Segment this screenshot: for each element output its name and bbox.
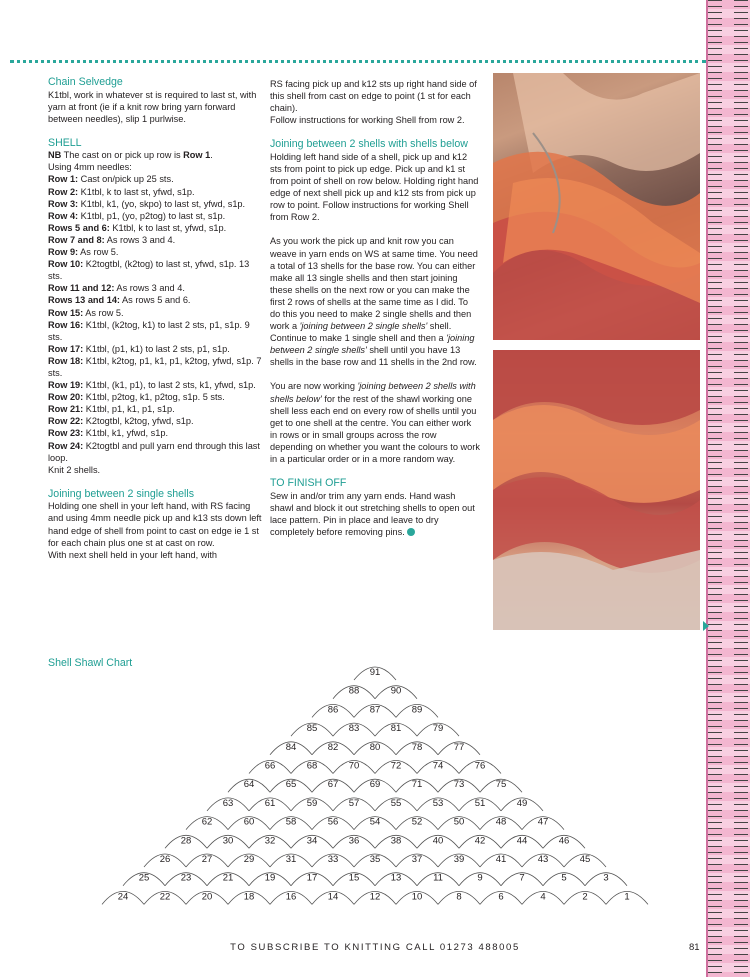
shell-number: 78 [411,741,423,753]
page-number: 81 [689,942,700,953]
shell-number: 13 [390,872,402,884]
row-instruction: Row 15: As row 5. [48,307,124,318]
row-instruction: Rows 5 and 6: K1tbl, k to last st, yfwd, s1p. [48,222,227,233]
row-instruction: Row 19: K1tbl, (k1, p1), to last 2 sts, k1, yfwd, s1p. [48,380,256,391]
shell-number: 53 [432,797,444,809]
row-instruction: Row 9: As row 5. [48,247,119,258]
row-instruction: Rows 13 and 14: As rows 5 and 6. [48,295,191,306]
shell-number: 17 [306,872,318,884]
shell-number: 3 [603,872,609,884]
shell-number: 45 [579,854,591,865]
shell-number: 34 [306,835,318,847]
shell-number: 39 [453,854,465,865]
joining-text-2: With next shell held in your left hand, with [48,549,218,560]
selvedge-text: K1tbl, work in whatever st is required to last st, with yarn at front (ie if a knit row bring yarn forward between needles), slip 1 purlwise. [48,89,257,124]
row-instruction: Row 24: K2togtbl and pull yarn end through this last loop. [48,440,260,463]
shell-number: 11 [433,872,443,884]
row-instruction: Row 1: Cast on/pick up 25 sts. [48,174,174,185]
row-instructions [48,173,262,463]
row-instruction: Row 18: K1tbl, k2tog, p1, k1, p1, k2tog, yfwd, s1p. 7 sts. [48,355,262,378]
shell-number: 72 [390,760,402,772]
shell-number: 18 [243,891,255,903]
shell-number: 90 [390,685,402,697]
shell-number: 1 [624,891,630,903]
shell-number: 24 [117,891,129,903]
shell-number: 76 [474,760,486,772]
dotted-divider [10,60,706,63]
weave-paragraph: As you work the pick up and knit row you can weave in yarn ends on WS at same time. You need a total of 13 shells for the base row. You can either make all 13 single shells and then start joining these shells on the next row or you can make the first 2 rows of shells at the same time as I did. To do this you need to make 2 single shells and then work a 'joining between 2 single shells' shell. Continue to make 1 single shell and then a 'joining between 2 single shells' shell until you have 13 shells in the base row and 11 shells in the 2nd row. [270,236,478,368]
shell-number: 41 [495,854,507,865]
shell-number: 2 [582,891,588,903]
shell-number: 7 [519,872,525,884]
end-dot-icon [407,528,415,536]
shell-number: 59 [306,797,318,809]
shell-number: 23 [180,872,192,884]
shell-number: 64 [243,779,255,791]
shell-number: 28 [180,835,192,847]
shell-number: 65 [285,779,297,791]
shell-number: 44 [516,835,528,847]
shell-number: 32 [264,835,276,847]
shell-number: 15 [348,872,360,884]
shell-number: 25 [138,872,150,884]
row-instruction: Row 22: K2togtbl, k2tog, yfwd, s1p. [48,416,194,427]
shell-number: 91 [369,667,381,678]
subscribe-footer: TO SUBSCRIBE TO KNITTING CALL 01273 488005 [230,942,520,953]
row-instruction: Row 17: K1tbl, (p1, k1) to last 2 sts, p1, s1p. [48,343,230,354]
shell-number: 31 [285,854,297,865]
shell-number: 36 [348,835,360,847]
shell-number: 73 [453,779,465,791]
shell-number: 37 [411,854,423,865]
shell-number: 49 [516,797,528,809]
shell-number: 84 [285,741,297,753]
shell-number: 38 [390,835,402,847]
shell-number: 26 [159,854,171,865]
shell-number: 60 [243,816,255,828]
shell-number: 67 [327,779,339,791]
shell-number: 20 [201,891,213,903]
shell-number: 83 [348,723,360,735]
needles-line: Using 4mm needles: [48,162,132,173]
shell-number: 51 [474,797,486,809]
shell-number: 68 [306,760,318,772]
shell-number: 16 [285,891,297,903]
continued-text: RS facing pick up and k12 sts up right hand side of this shell from cast on edge to point (1 st for each chain). [270,79,477,114]
shell-number: 70 [348,760,360,772]
shell-number: 61 [264,797,276,809]
shell-number: 33 [327,854,339,865]
chart-title: Shell Shawl Chart [48,657,133,669]
shell-number: 69 [369,779,381,791]
shell-number: 10 [411,891,423,903]
shell-number: 30 [222,835,234,847]
middle-column [270,78,480,538]
shell-number: 55 [390,797,402,809]
shell-number: 89 [411,704,423,716]
row-instruction: Row 21: K1tbl, p1, k1, p1, s1p. [48,404,175,415]
shell-number: 19 [264,872,276,884]
shell-number: 9 [477,872,483,884]
row-instruction: Row 23: K1tbl, k1, yfwd, s1p. [48,428,169,439]
joining-below-heading: Joining between 2 shells with shells below [270,138,468,151]
shell-number: 57 [348,797,360,809]
shawl-photo-model [493,73,700,340]
row-instruction: Row 7 and 8: As rows 3 and 4. [48,234,176,245]
shell-number: 50 [453,816,465,828]
finish-heading: TO FINISH OFF [270,477,347,490]
shawl-photo-detail [493,350,700,630]
row-instruction: Row 10: K2togtbl, (k2tog) to last st, yfwd, s1p. 13 sts. [48,259,250,282]
shell-number: 75 [495,779,507,791]
shell-number: 63 [222,797,234,809]
shell-number: 46 [558,835,570,847]
shell-number: 86 [327,704,339,716]
shell-number: 42 [474,835,486,847]
shell-number: 74 [432,760,444,772]
shell-number: 79 [432,723,444,735]
shell-number: 22 [159,891,171,903]
shell-heading: SHELL [48,136,82,149]
row-instruction: Row 4: K1tbl, p1, (yo, p2tog) to last st, s1p. [48,210,226,221]
shell-number: 47 [537,816,549,828]
shell-number: 62 [201,816,213,828]
joining-text: Holding one shell in your left hand, with RS facing and using 4mm needle pick up and k13 sts down left hand edge of shell from point to cast on edge ie 1 st for each chain plus one st at cast on row. [48,501,262,548]
shell-number: 82 [327,741,339,753]
shell-number: 14 [327,891,339,903]
follow-text: Follow instructions for working Shell from row 2. [270,115,465,126]
shell-number: 52 [411,816,423,828]
shell-number: 48 [495,816,507,828]
shell-number: 4 [540,891,546,903]
row-instruction: Row 2: K1tbl, k to last st, yfwd, s1p. [48,186,195,197]
row-instruction: Row 16: K1tbl, (k2tog, k1) to last 2 sts, p1, s1p. 9 sts. [48,319,250,342]
finish-text: Sew in and/or trim any yarn ends. Hand wash shawl and block it out stretching shells to open out lace pattern. Pin in place and leave to dry completely before removing pins. [270,490,475,537]
shawl-photo-detail-art [493,350,700,630]
shell-number: 81 [390,723,402,735]
shell-shawl-chart [0,650,700,915]
ruler-marker-icon [703,621,709,631]
shell-number: 77 [453,741,465,753]
shawl-photo-model-art [493,73,700,340]
shell-number: 12 [369,891,381,903]
shell-number: 85 [306,723,318,735]
shell-number: 66 [264,760,276,772]
working-paragraph: You are now working 'joining between 2 shells with shells below' for the rest of the shawl working one shell less each end on every row of shells until you get to one shell at the centre. You can either work in rows or in small groups across the row depending on whether you want the colours to work in a particular order or in a more random way. [270,381,480,465]
shell-number: 27 [201,854,213,865]
shell-number: 54 [369,816,381,828]
knit-shells-line: Knit 2 shells. [48,464,101,475]
joining-heading: Joining between 2 single shells [48,487,195,500]
shell-number: 5 [561,872,567,884]
shell-number: 21 [222,872,234,884]
shell-number: 87 [369,704,381,716]
shell-number: 29 [243,854,255,865]
shell-number: 35 [369,854,381,865]
shell-number: 88 [348,685,360,697]
row-instruction: Row 3: K1tbl, k1, (yo, skpo) to last st, yfwd, s1p. [48,198,246,209]
shell-number: 43 [537,854,549,865]
row-instruction: Row 11 and 12: As rows 3 and 4. [48,283,185,294]
shell-number: 56 [327,816,339,828]
shell-number: 80 [369,741,381,753]
joining-below-text: Holding left hand side of a shell, pick up and k12 sts from point to pick up edge. Pick up and k1 st from point of shell on row below. Holding right hand edge of next shell pick up and k12 sts from pick up row to point. Follow instructions for working Shell from Row 2. [270,151,479,223]
selvedge-heading: Chain Selvedge [48,76,123,88]
shell-number: 40 [432,835,444,847]
shell-number: 71 [411,779,423,791]
row-instruction: Row 20: K1tbl, p2tog, k1, p2tog, s1p. 5 sts. [48,392,225,403]
shell-number: 6 [498,891,504,903]
measuring-tape [706,0,750,977]
nb-line: NB The cast on or pick up row is Row 1. [48,150,213,161]
shell-number: 58 [285,816,297,828]
left-column [48,76,262,561]
shell-number: 8 [456,891,462,903]
